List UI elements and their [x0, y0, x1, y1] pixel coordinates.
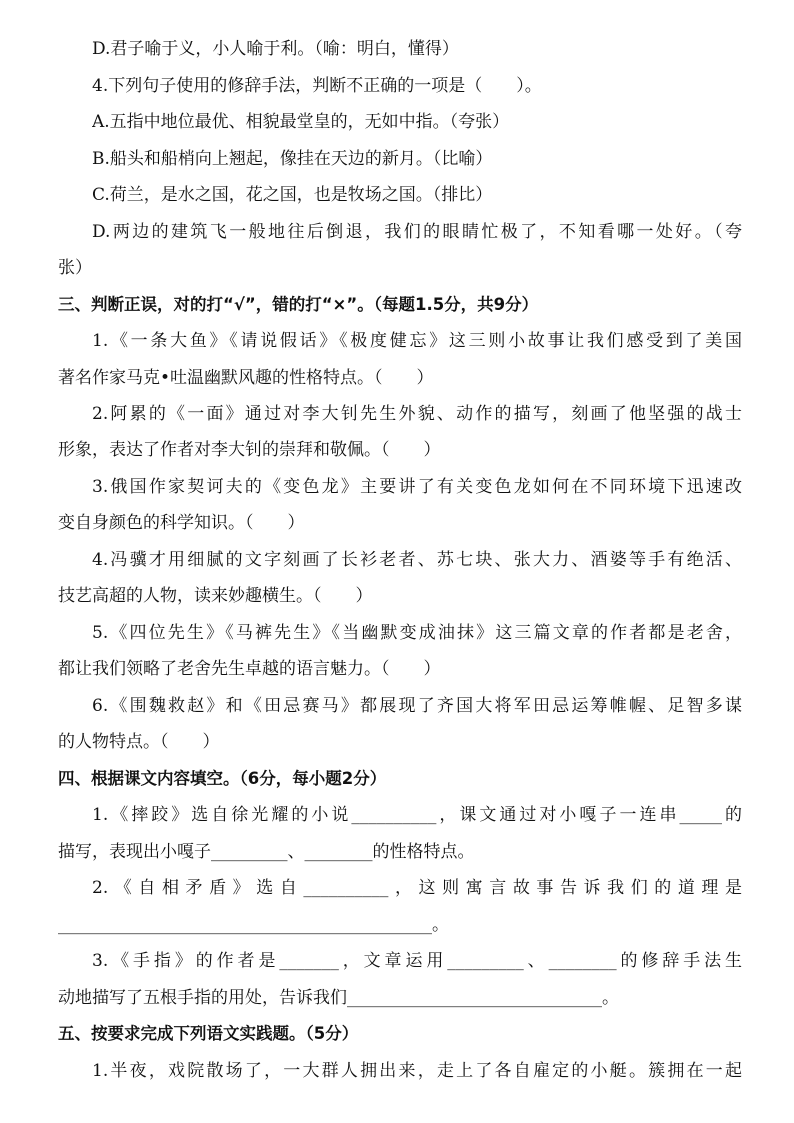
fill-3-line-2: 动地描写了五根手指的用处，告诉我们______________________________。: [58, 988, 619, 1008]
fill-3-line-1: 3.《手指》的作者是_______，文章运用_________、________的修辞手法生: [92, 951, 742, 971]
judge-2-line-1: 2.阿累的《一面》通过对李大钊先生外貌、动作的描写，刻画了他坚强的战士: [92, 404, 742, 424]
judge-6-line-2: 的人物特点。（ ）: [58, 732, 220, 752]
option-d-line: D.君子喻于义，小人喻于利。（喻：明白，懂得）: [92, 39, 459, 59]
question-4-option-b: B.船头和船梢向上翘起，像挂在天边的新月。（比喻）: [92, 149, 493, 169]
judge-4-line-2: 技艺高超的人物，读来妙趣横生。（ ）: [58, 586, 373, 606]
practice-1-line-1: 1.半夜，戏院散场了，一大群人拥出来，走上了各自雇定的小艇。簇拥在一起: [92, 1061, 742, 1081]
fill-2-line-2: ____________________________________________。: [58, 915, 449, 935]
judge-1-line-1: 1.《一条大鱼》《请说假话》《极度健忘》这三则小故事让我们感受到了美国: [92, 331, 742, 351]
question-4-option-c: C.荷兰，是水之国，花之国，也是牧场之国。（排比）: [92, 185, 493, 205]
question-4-stem: 4.下列句子使用的修辞手法，判断不正确的一项是（ ）。: [92, 76, 542, 96]
judge-6-line-1: 6.《围魏救赵》和《田忌赛马》都展现了齐国大将军田忌运筹帷幄、足智多谋: [92, 696, 742, 716]
judge-2-line-2: 形象，表达了作者对李大钊的崇拜和敬佩。（ ）: [58, 440, 441, 460]
judge-4-line-1: 4.冯骥才用细腻的文字刻画了长衫老者、苏七块、张大力、酒婆等手有绝活、: [92, 550, 742, 570]
fill-2-line-1: 2.《自相矛盾》选自__________，这则寓言故事告诉我们的道理是: [92, 878, 742, 898]
question-4-option-a: A.五指中地位最优、相貌最堂皇的，无如中指。（夸张）: [92, 112, 510, 132]
fill-1-line-1: 1.《摔跤》选自徐光耀的小说__________，课文通过对小嘎子一连串_____的: [92, 805, 742, 825]
judge-5-line-1: 5.《四位先生》《马裤先生》《当幽默变成油抹》这三篇文章的作者都是老舍，: [92, 623, 742, 643]
section-3-heading: 三、判断正误，对的打“√”，错的打“×”。（每题1.5分，共9分）: [58, 295, 539, 314]
judge-5-line-2: 都让我们领略了老舍先生卓越的语言魅力。（ ）: [58, 659, 441, 679]
section-4-heading: 四、根据课文内容填空。（6分，每小题2分）: [58, 769, 387, 788]
judge-1-line-2: 著名作家马克•吐温幽默风趣的性格特点。（ ）: [58, 368, 434, 388]
question-4-option-d-cont: 张）: [58, 258, 92, 278]
judge-3-line-1: 3.俄国作家契诃夫的《变色龙》主要讲了有关变色龙如何在不同环境下迅速改: [92, 477, 742, 497]
judge-3-line-2: 变自身颜色的科学知识。（ ）: [58, 513, 305, 533]
question-4-option-d: D.两边的建筑飞一般地往后倒退，我们的眼睛忙极了，不知看哪一处好。（夸: [92, 222, 742, 242]
section-5-heading: 五、按要求完成下列语文实践题。（5分）: [58, 1024, 359, 1043]
fill-1-line-2: 描写，表现出小嘎子_________、________的性格特点。: [58, 842, 475, 862]
